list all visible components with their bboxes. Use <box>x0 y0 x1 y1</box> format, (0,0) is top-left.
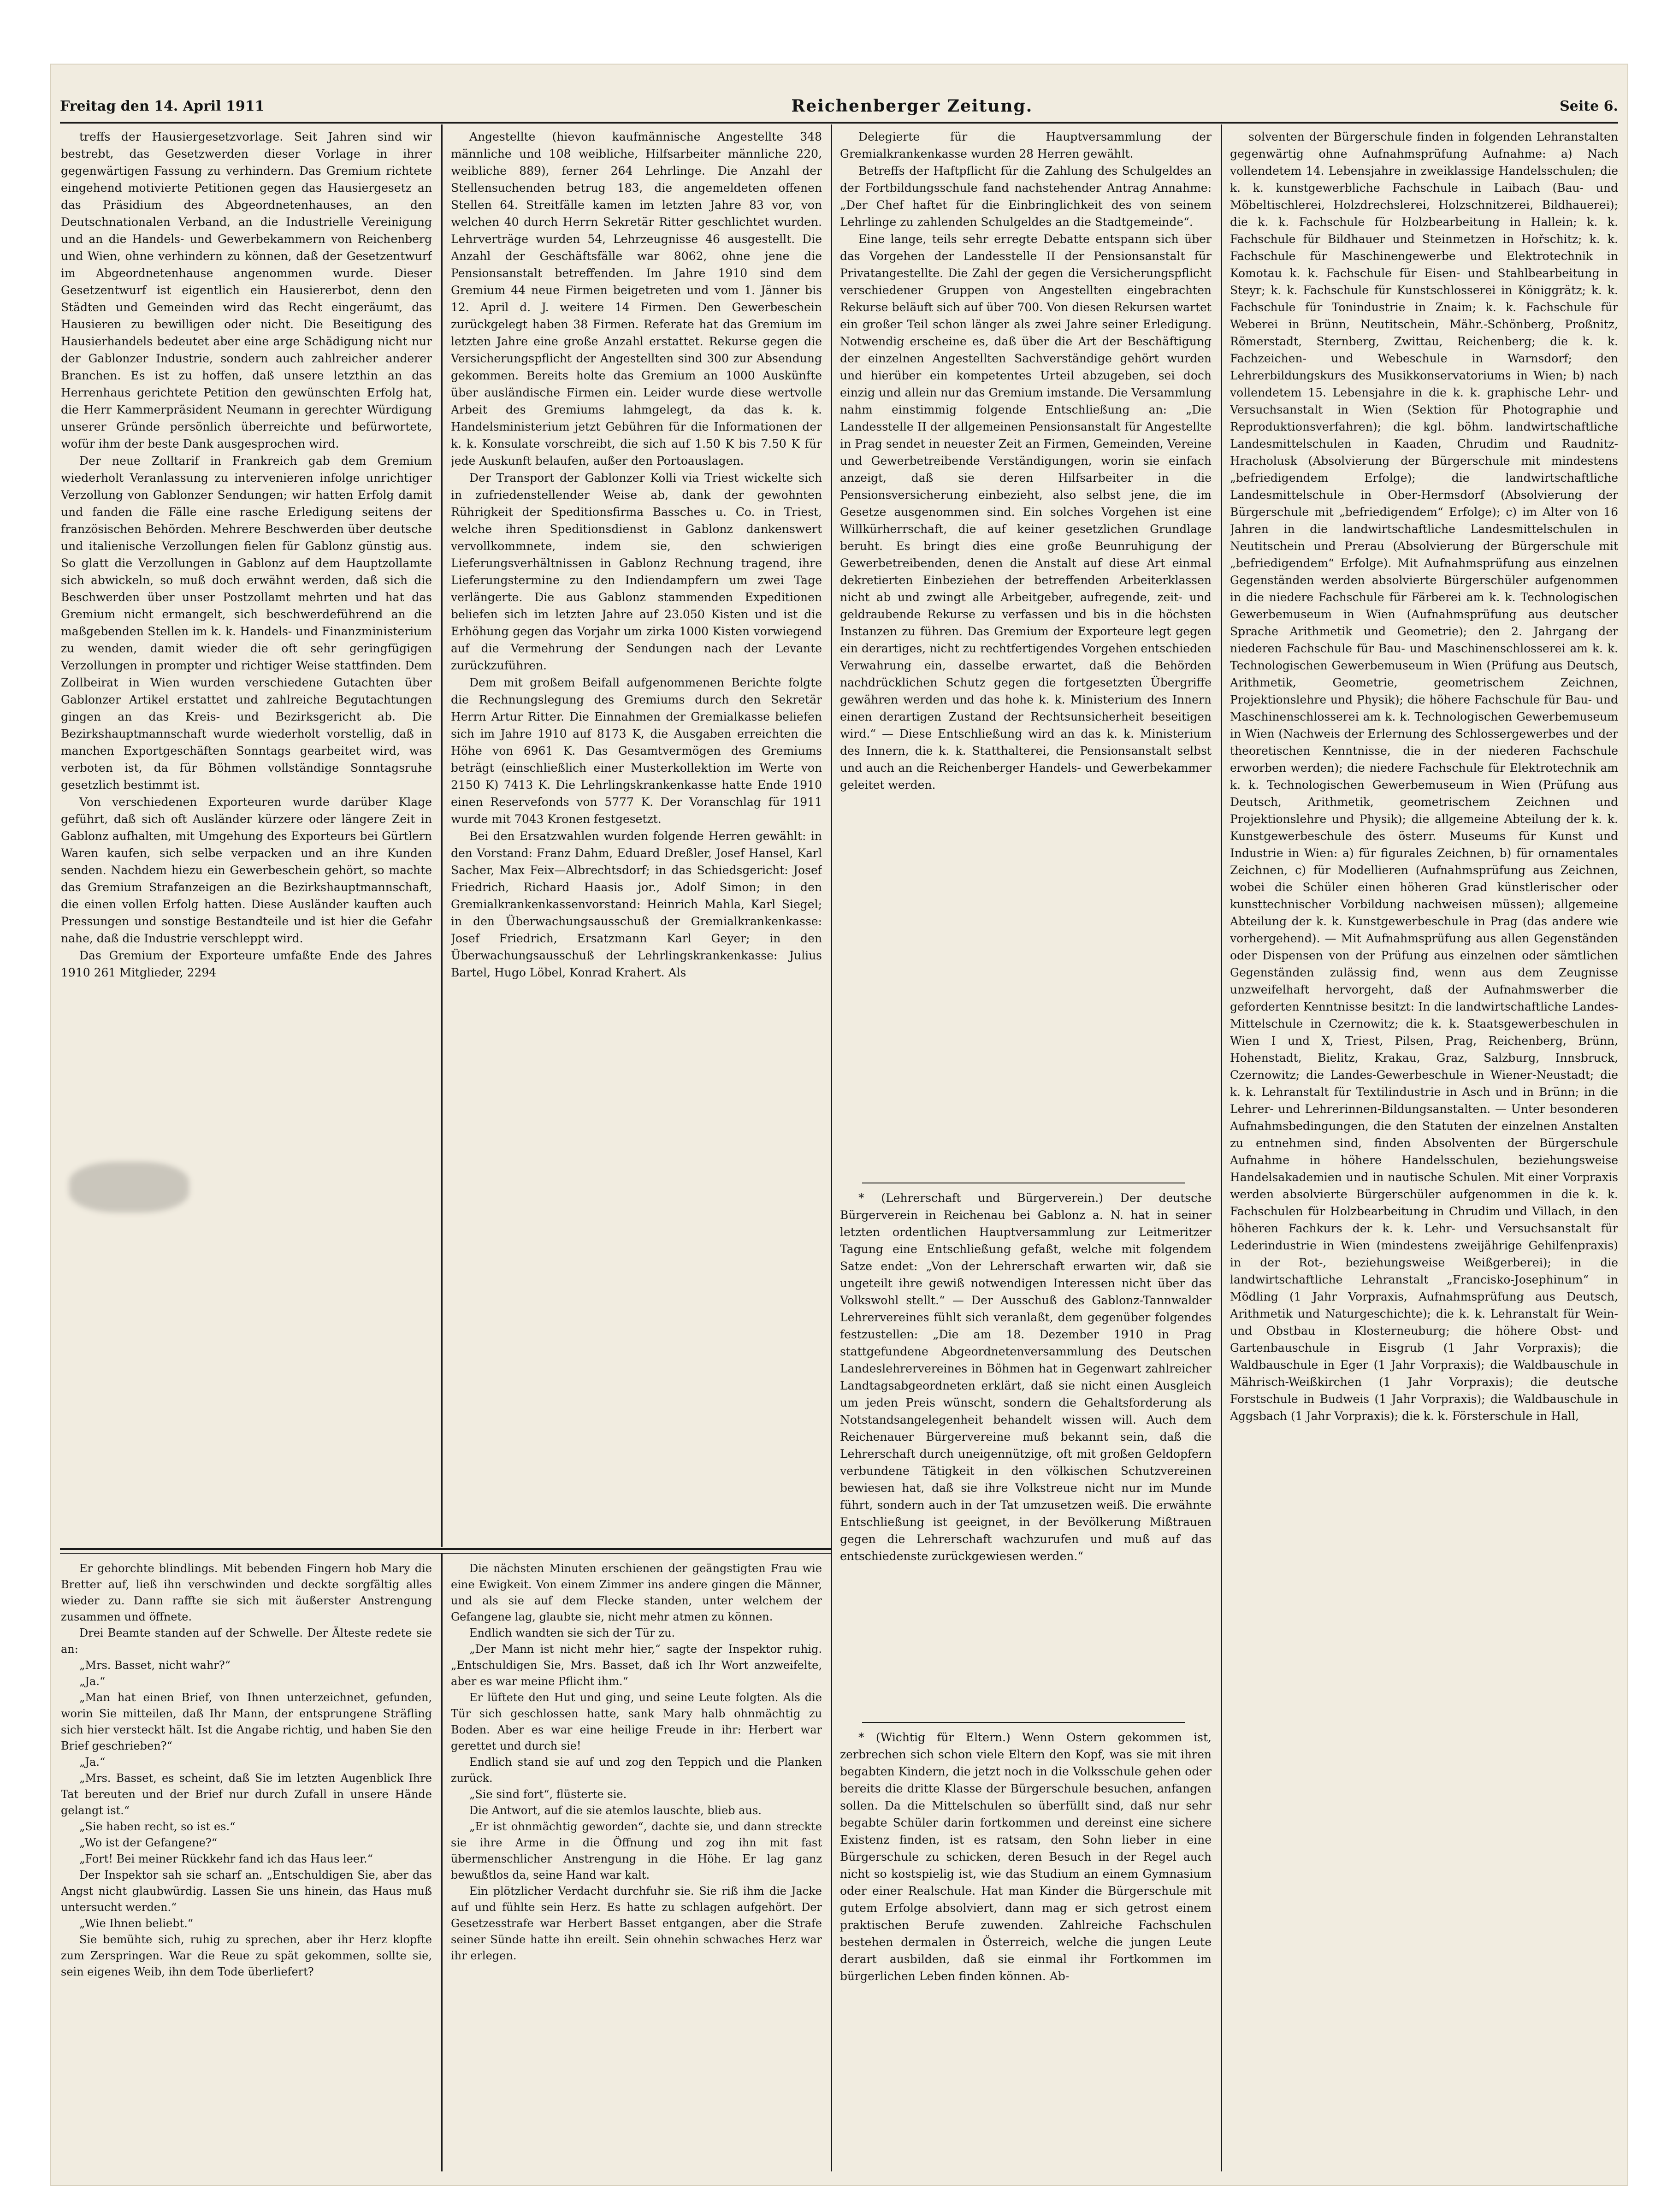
paragraph: „Wo ist der Gefangene?“ <box>79 1836 218 1849</box>
paragraph: „Ja.“ <box>79 1675 106 1688</box>
column-divider <box>1221 124 1222 2171</box>
paragraph: solventen der Bürgerschule finden in folgenden Lehranstalten gegenwärtig ohne Aufnahmsprüfung Aufnahme: a) Nach vollendetem 14. Lebensjahre in zweiklassige Handelsschulen; die k. k. kunstgewerbliche Fachschule in Laibach (Bau- und Möbeltischlerei, Holzdrechslerei, Holzschnitzerei, Bildhauerei); die k. k. Fachschule für Holzbearbeitung in Hallein; k. k. Fachschule für Bildhauer und Steinmetzen in Hořschitz; k. k. Fachschule für Maschinengewerbe und Elektrotechnik in Komotau k. k. Fachschule für Eisen- und Stahlbearbeitung in Steyr; k. k. Fachschule für Kunstschlosserei in Königgrätz; k. k. Fachschule für Tonindustrie in Znaim; k. k. Fachschule für Weberei in Brünn, Neutitschein, Mähr.-Schönberg, Proßnitz, Römerstadt, Sternberg, Zwittau, Reichenberg; die k. k. Fachzeichen- und Webeschule in Warnsdorf; den Lehrerbildungskurs des Musikkonservatoriums in Wien; b) nach vollendetem 15. Lebensjahre in die k. k. graphische Lehr- und Versuchsanstalt in Wien (Sektion für Photographie und Reproduktionsverfahren); die kgl. böhm. landwirtschaftliche Landesmittelschulen in Kaaden, Chrudim und Raudnitz-Hracholusk (Absolvierung der Bürgerschule mit mindestens „befriedigendem Erfolge); die landwirtschaftliche Landesmittelschule in Ober-Hermsdorf (Absolvierung der Bürgerschule mit „befriedigendem“ Erfolge); c) im Alter von 16 Jahren in die landwirtschaftliche Landesmittelschulen in Neutitschein und Prerau (Absolvierung der Bürgerschule mit „befriedigendem“ Erfolge). Mit Aufnahmsprüfung aus einzelnen Gegenständen werden absolvierte Bürgerschüler aufgenommen in die niedere Fachschule für Färberei am k. k. Technologischen Gewerbemuseum in Wien (Aufnahmsprüfung aus deutscher Sprache Arithmetik und Geometrie); den 2. Jahrgang der niederen Fachschule für Bau- und Maschinenschlosserei am k. k. Technologischen Gewerbemuseum in Wien (Prüfung aus Deutsch, Arithmetik, Geometrie, geometrischem Zeichnen, Projektionslehre und Physik); die höhere Fachschule für Bau- und Maschinenschlosserei am k. k. Technologischen Gewerbemuseum in Wien (Nachweis der Erlernung des Schlossergewerbes und der theoretischen Kenntnisse, die in der niederen Fachschule erworben werden); die niedere Fachschule für Elektrotechnik am k. k. Technologischen Gewerbemuseum in Wien (Prüfung aus Deutsch, Arithmetik, geometrischem Zeichnen und Projektionslehre und Physik); die allgemeine Abteilung der k. k. Kunstgewerbeschule des österr. Museums für Kunst und Industrie in Wien: a) für figurales Zeichnen, b) für ornamentales Zeichnen, c) für Modellieren (Aufnahmsprüfung aus Zeichnen, wobei die Schüler einen höheren Grad künstlerischer oder kunsttechnischer Vorbildung nachweisen müssen); allgemeine Abteilung der k. k. Kunstgewerbeschule in Prag (das andere wie vorhergehend). — Mit Aufnahmsprüfung aus allen Gegenständen oder Dispensen von der Prüfung aus einzelnen oder sämtlichen Gegenständen zulässig find, wenn aus dem Zeugnisse unzweifelhaft hervorgeht, daß der Aufnahmswerber die geforderten Kenntnisse besitzt: In die landwirtschaftliche Landes-Mittelschule in Czernowitz; die k. k. Staatsgewerbeschulen in Wien I und X, Triest, Pilsen, Prag, Reichenberg, Brünn, Hohenstadt, Bielitz, Krakau, Graz, Salzburg, Innsbruck, Czernowitz; die Landes-Gewerbeschule in Wiener-Neustadt; die k. k. Lehranstalt für Textilindustrie in Asch und in Brünn; in die Lehrer- und Lehrerinnen-Bildungsanstalten. — Unter besonderen Aufnahmsbedingungen, die den Statuten der einzelnen Anstalten zu entnehmen sind, finden Absolventen der Bürgerschule Aufnahme in höhere Handelsschulen, beziehungsweise Handelsakademien und in nautische Schulen. Mit einer Vorpraxis werden absolvierte Bürgerschüler aufgenommen in die k. k. Fachschulen für Holzbearbeitung in Chrudim und Villach, in den höheren Fachkurs der k. k. Lehr- und Versuchsanstalt für Lederindustrie in Wien (mindestens zweijährige Gehilfenpraxis) in der Rot-, beziehungsweise Weißgerberei); in die landwirtschaftliche Lehranstalt „Francisko-Josephinum“ in Mödling (1 Jahr Vorpraxis, Aufnahmsprüfung aus Deutsch, Arithmetik und Naturgeschichte); die k. k. Lehranstalt für Wein- und Obstbau in Klosterneuburg; die höhere Obst- und Gartenbauschule in Eisgrub (1 Jahr Vorpraxis); die Waldbauschule in Eger (1 Jahr Vorpraxis); die Waldbauschule in Mährisch-Weißkirchen (1 Jahr Vorpraxis); die deutsche Forstschule in Budweis (1 Jahr Vorpraxis); die Waldbauschule in Aggsbach (1 Jahr Vorpraxis); die k. k. Försterschule in Hall, <box>1230 130 1618 1423</box>
paragraph: * (Lehrerschaft und Bürgerverein.) Der deutsche Bürgerverein in Reichenau bei Gablonz a. N. hat in seiner letzten ordentlichen Hauptversammlung zur Leitmeritzer Tagung eine Entschließung gefaßt, welche mit folgendem Satze endet: „Von der Lehrerschaft erwarten wir, daß sie ungeteilt ihre gewiß notwendigen Interessen nicht über das Volkswohl stellt.“ — Der Ausschuß des Gablonz-Tannwalder Lehrervereines fühlt sich veranlaßt, dem gegenüber folgendes festzustellen: „Die am 18. Dezember 1910 in Prag stattgefundene Abgeordnetenversammlung des Deutschen Landeslehrervereines in Böhmen hat in Gegenwart zahlreicher Landtagsabgeordneten erklärt, daß sie nicht einen Ausgleich um jeden Preis wünscht, sondern die Gehaltsforderung als Notstandsangelegenheit behandelt wissen will. Auch dem Reichenauer Bürgervereine muß bekannt sein, daß die Lehrerschaft durch uneigennützige, oft mit großen Geldopfern verbundene Tätigkeit in den völkischen Schutzvereinen bewiesen hat, daß sie ihre Volkstreue nicht nur im Munde führt, sondern auch in der Tat umzusetzen weiß. Die erwähnte Entschließung ist geeignet, in der Bevölkerung Mißtrauen gegen die Lehrerschaft wachzurufen und muß auf das entschiedenste zurückgewiesen werden.“ <box>840 1191 1212 1563</box>
paragraph: Der Inspektor sah sie scharf an. „Entschuldigen Sie, aber das Angst nicht glaubwürdig. Lassen Sie uns hinein, das Haus muß untersucht werden.“ <box>61 1869 432 1914</box>
issue-date: Freitag den 14. April 1911 <box>60 98 265 114</box>
masthead <box>60 92 1618 120</box>
paragraph: „Der Mann ist nicht mehr hier,“ sagte der Inspektor ruhig. „Entschuldigen Sie, Mrs. Basset, daß ich Ihr Wort anzweifelte, aber es war meine Pflicht ihm.“ <box>451 1643 822 1688</box>
paragraph: „Sie haben recht, so ist es.“ <box>79 1820 236 1833</box>
paragraph: „Man hat einen Brief, von Ihnen unterzeichnet, gefunden, worin Sie mitteilen, daß Ihr Mann, der entsprungene Sträfling sich hier versteckt hält. Ist die Angabe richtig, und haben Sie den Brief geschrieben?“ <box>61 1691 432 1752</box>
newspaper-page <box>51 65 1627 2185</box>
ink-blot <box>69 1162 189 1212</box>
paragraph: Er lüftete den Hut und ging, und seine Leute folgten. Als die Tür sich geschlossen hatte, sank Mary halb ohnmächtig zu Boden. Aber es war eine heilige Freude in ihr: Herbert war gerettet und durch sie! <box>451 1691 822 1752</box>
page-number: Seite 6. <box>1560 98 1618 114</box>
column-divider <box>441 1554 443 2171</box>
paragraph: Delegierte für die Hauptversammlung der Gremialkrankenkasse wurden 28 Herren gewählt. <box>840 130 1212 160</box>
paragraph: „Wie Ihnen beliebt.“ <box>79 1917 194 1930</box>
paragraph: Die nächsten Minuten erschienen der geängstigten Frau wie eine Ewigkeit. Von einem Zimmer ins andere gingen die Männer, und als sie auf dem Flecke standen, unter welchem der Gefangene lag, glaubte sie, nicht mehr atmen zu können. <box>451 1562 822 1623</box>
column-divider <box>831 124 832 2171</box>
paragraph: Ein plötzlicher Verdacht durchfuhr sie. Sie riß ihm die Jacke auf und fühlte sein Herz. Es hatte zu schlagen aufgehört. Der Gesetzesstrafe war Herbert Basset entgangen, aber die Strafe seiner Sünde hatte ihn ereilt. Sein ohnehin schwaches Herz war ihr erlegen. <box>451 1885 822 1962</box>
feuilleton-text <box>451 1561 822 2171</box>
paragraph: „Mrs. Basset, es scheint, daß Sie im letzten Augenblick Ihre Tat bereuten und der Brief nur durch Zufall in unsere Hände gelangt ist.“ <box>61 1772 432 1817</box>
paragraph: Dem mit großem Beifall aufgenommenen Berichte folgte die Rechnungslegung des Gremiums durch den Sekretär Herrn Artur Ritter. Die Einnahmen der Gremialkasse beliefen sich im Jahre 1910 auf 8173 K, die Ausgaben erreichten die Höhe von 6961 K. Das Gesamtvermögen des Gremiums beträgt (einschließlich einer Musterkollektion im Werte von 2150 K) 7413 K. Die Lehrlingskrankenkasse hatte Ende 1910 einen Reservefonds von 5777 K. Der Voranschlag für 1911 wurde mit 7043 Kronen festgesetzt. <box>451 676 822 826</box>
feuilleton-rule-thin <box>60 1553 831 1554</box>
article-separator <box>862 1722 1185 1723</box>
paragraph: Das Gremium der Exporteure umfaßte Ende des Jahres 1910 261 Mitglieder, 2294 <box>61 949 432 979</box>
column-divider <box>441 124 443 1547</box>
feuilleton-rule <box>60 1548 831 1550</box>
paragraph: „Mrs. Basset, nicht wahr?“ <box>79 1659 231 1672</box>
paragraph: Angestellte (hievon kaufmännische Angestellte 348 männliche und 108 weibliche, Hilfsarbeiter männliche 220, weibliche 889), ferner 264 Lehrlinge. Die Anzahl der Stellensuchenden betrug 183, die angemeldeten offenen Stellen 64. Streitfälle kamen im letzten Jahre 83 vor, von welchen 40 durch Herrn Sekretär Ritter geschlichtet wurden. Lehrverträge wurden 54, Lehrzeugnisse 46 ausgestellt. Die Anzahl der Geschäftsfälle war 8062, ohne jene die Pensionsanstalt betreffenden. Im Jahre 1910 sind dem Gremium 44 neue Firmen beigetreten und vom 1. Jänner bis 12. April d. J. weitere 14 Firmen. Den Gewerbeschein zurückgelegt haben 38 Firmen. Referate hat das Gremium im letzten Jahre eine große Anzahl erstattet. Rekurse gegen die Versicherungspflicht der Angestellten sind 300 zur Absendung gekommen. Bereits holte das Gremium an 1000 Auskünfte über ausländische Firmen ein. Leider wurde diese wertvolle Arbeit des Gremiums lahmgelegt, da das k. k. Handelsministerium jetzt Gebühren für die Informationen der k. k. Konsulate vorschreibt, die sich auf 1.50 K bis 7.50 K für jede Auskunft belaufen, außer den Portoauslagen. <box>451 130 822 467</box>
paragraph: Sie bemühte sich, ruhig zu sprechen, aber ihr Herz klopfte zum Zerspringen. War die Reue zu spät gekommen, sollte sie, sein eigenes Weib, ihn dem Tode überliefert? <box>61 1933 432 1978</box>
column-text <box>1230 128 1618 2171</box>
paragraph: Der neue Zolltarif in Frankreich gab dem Gremium wiederholt Veranlassung zu intervenieren infolge unrichtiger Verzollung von Gablonzer Sendungen; wir hatten Erfolg damit und fanden die Fälle eine rasche Erledigung seitens der französischen Behörden. Mehrere Beschwerden über deutsche und italienische Verzollungen fielen für Gablonz günstig aus. So glatt die Verzollungen in Gablonz auf dem Hauptzollamte sich abwickeln, so muß doch erwähnt werden, daß sich die Beschwerden über unser Postzollamt mehrten und hat das Gremium nicht ermangelt, sich beschwerdeführend an die maßgebenden Stellen im k. k. Handels- und Finanzministerium zu wenden, damit wieder die oft sehr geringfügigen Verzollungen in prompter und richtiger Weise stattfinden. Dem Zollbeirat in Wien wurden verschiedene Gutachten über Gablonzer Artikel erstattet und zahlreiche Begutachtungen gingen an das Kreis- und Bezirksgericht ab. Die Bezirkshauptmannschaft wurde wiederholt vorstellig, daß in manchen Exportgeschäften Sonntags gearbeitet wird, was verboten ist, da für Böhmen vollständige Sonntagsruhe gesetzlich bestimmt ist. <box>61 454 432 792</box>
paragraph: „Ja.“ <box>79 1756 106 1768</box>
paragraph: Drei Beamte standen auf der Schwelle. Der Älteste redete sie an: <box>61 1626 432 1656</box>
paragraph: Betreffs der Haftpflicht für die Zahlung des Schulgeldes an der Fortbildungsschule fand nachstehender Antrag Annahme: „Der Chef haftet für die Einbringlichkeit des von seinem Lehrlinge zu zahlenden Schulgeldes an die Stadtgemeinde“. <box>840 164 1212 229</box>
paragraph: * (Wichtig für Eltern.) Wenn Ostern gekommen ist, zerbrechen sich schon viele Eltern den Kopf, was sie mit ihren begabten Kindern, die jetzt noch in die Volksschule gehen oder bereits die dritte Klasse der Bürgerschule besuchen, anfangen sollen. Da die Mittelschulen so überfüllt sind, daß nur sehr begabte Schüler darin fortkommen und dereinst eine sichere Existenz finden, ist es ratsam, den Sohn lieber in eine Bürgerschule zu schicken, deren Besuch in der Regel auch nicht so kostspielig ist, wie das Studium an einem Gymnasium oder einer Realschule. Hat man Kinder die Bürgerschule mit gutem Erfolge absolviert, dann mag er sich getrost einem praktischen Berufe zuwenden. Zahlreiche Fachschulen bestehen dermalen in Österreich, welche die jungen Leute derart ausbilden, daß sie einmal ihr Fortkommen im bürgerlichen Leben finden können. Ab- <box>840 1731 1212 1983</box>
paragraph: „Fort! Bei meiner Rückkehr fand ich das Haus leer.“ <box>79 1852 373 1865</box>
paragraph: „Sie sind fort“, flüsterte sie. <box>469 1788 627 1801</box>
paragraph: Bei den Ersatzwahlen wurden folgende Herren gewählt: in den Vorstand: Franz Dahm, Eduard Dreßler, Josef Hansel, Karl Sacher, Max Feix—Albrechtsdorf; in das Schiedsgericht: Josef Friedrich, Richard Haasis jor., Adolf Simon; in den Gremialkrankenkassenvorstand: Heinrich Mahla, Karl Siegel; in den Überwachungsausschuß der Gremialkrankenkasse: Josef Friedrich, Ersatzmann Karl Geyer; in den Überwachungsausschuß der Lehrlingskrankenkasse: Julius Bartel, Hugo Löbel, Konrad Krahert. Als <box>451 829 822 979</box>
masthead-rule <box>60 122 1618 124</box>
paragraph: treffs der Hausiergesetzvorlage. Seit Jahren sind wir bestrebt, das Gesetzwerden dieser Vorlage in ihrer gegenwärtigen Fassung zu verhindern. Das Gremium richtete eingehend motivierte Petitionen gegen das Hausiergesetz an das Präsidium des Abgeordnetenhauses, an den Deutschnationalen Verband, an die Industrielle Vereinigung und an die Handels- und Gewerbekammern von Reichenberg und Wien, ohne verhindern zu können, daß der Gesetzentwurf im Abgeordnetenhause angenommen wurde. Dieser Gesetzentwurf ist eigentlich ein Hausiererbot, denn den Städten und Gemeinden wird das Recht eingeräumt, das Hausieren zu bewilligen oder nicht. Die Beseitigung des Hausierhandels bedeutet aber eine arge Schädigung nicht nur der Gablonzer Industrie, sondern auch zahlreicher anderer Branchen. Es ist zu hoffen, daß unsere letzthin an das Herrenhaus gerichtete Petition den gewünschten Erfolg hat, die Herr Kammerpräsident Neumann in gerechter Würdigung unserer Gründe persönlich überreichte und befürwortete, wofür ihm der beste Dank ausgesprochen wird. <box>61 130 432 450</box>
paragraph: Er gehorchte blindlings. Mit bebenden Fingern hob Mary die Bretter auf, ließ ihn verschwinden und deckte sorgfältig alles wieder zu. Dann raffte sie sich mit äußerster Anstrengung zusammen und öffnete. <box>61 1562 432 1623</box>
feuilleton-text <box>61 1561 432 2171</box>
column-text <box>840 1729 1212 2171</box>
paragraph: Von verschiedenen Exporteuren wurde darüber Klage geführt, daß sich oft Ausländer kürzere oder längere Zeit in Gablonz aufhalten, mit Umgehung des Exporteurs bei Gürtlern Waren kaufen, sich selbe verpacken und an ihre Kunden senden. Nachdem hiezu ein Gewerbeschein gehört, so machte das Gremium Strafanzeigen an die Bezirkshauptmannschaft, die einen vollen Erfolg hatten. Diese Ausländer kauften auch Pressungen und sonstige Bestandteile und ist hier die Gefahr nahe, daß die Industrie verschleppt wird. <box>61 795 432 945</box>
paragraph: Endlich stand sie auf und zog den Teppich und die Planken zurück. <box>451 1756 822 1785</box>
column-text <box>451 128 822 1544</box>
column-text <box>840 128 1212 1175</box>
column-text <box>61 128 432 1544</box>
newspaper-title: Reichenberger Zeitung. <box>791 96 1033 116</box>
paragraph: Der Transport der Gablonzer Kolli via Triest wickelte sich in zufriedenstellender Weise ab, dank der gewohnten Rührigkeit der Speditionsfirma Bassches u. Co. in Triest, welche ihren Speditionsdienst in Gablonz dankenswert vervollkommnete, indem sie, den schwierigen Lieferungsverhältnissen in Gablonz Rechnung tragend, ihre Lieferungstermine zu den Indiendampfern um zwei Tage verlängerte. Die aus Gablonz stammenden Expeditionen beliefen sich im letzten Jahre auf 23.050 Kisten und ist die Erhöhung gegen das Vorjahr um zirka 1000 Kisten vorwiegend auf die Vermehrung der Sendungen nach der Levante zurückzuführen. <box>451 471 822 672</box>
paragraph: „Er ist ohnmächtig geworden“, dachte sie, und dann streckte sie ihre Arme in die Öffnung und zog ihn mit fast übermenschlicher Anstrengung in die Höhe. Er lag ganz bewußtlos da, seine Hand war kalt. <box>451 1820 822 1881</box>
paragraph: Die Antwort, auf die sie atemlos lauschte, blieb aus. <box>469 1804 762 1817</box>
paragraph: Eine lange, teils sehr erregte Debatte entspann sich über das Vorgehen der Landesstelle II der Pensionsanstalt für Privatangestellte. Die Zahl der gegen die Versicherungspflicht verschiedener Gruppen von Angestellten eingebrachten Rekurse beläuft sich auf über 700. Von diesen Rekursen wartet ein großer Teil schon länger als zwei Jahre seiner Erledigung. Notwendig erscheine es, daß über die Art der Beschäftigung der einzelnen Angestellten Sachverständige gehört wurden und hierüber ein kompetentes Urteil abzugeben, sei doch einzig und allein nur das Gremium imstande. Die Versammlung nahm einstimmig folgende Entschließung an: „Die Landesstelle II der allgemeinen Pensionsanstalt für Angestellte in Prag sendet in neuester Zeit an Firmen, Gemeinden, Vereine und Gewerbetreibende Verständigungen, worin sie einfach anzeigt, daß sie deren Hilfsarbeiter in die Pensionsversicherung einbezieht, also selbst jene, die im Gesetze ausgenommen sind. Ein solches Vorgehen ist eine Willkürherrschaft, die auf keiner gesetzlichen Grundlage beruht. Es bringt dies eine große Beunruhigung der Gewerbetreibenden, denen die Anstalt auf diese Art einmal dekretierten Einbeziehen der betreffenden Arbeiterklassen nicht ab und zwingt alle Arbeitgeber, aufregende, zeit- und geldraubende Rekurse zu verfassen und bis in die höchsten Instanzen zu führen. Das Gremium der Exporteure legt gegen ein derartiges, nicht zu rechtfertigendes Vorgehen entschieden Verwahrung ein, dasselbe erwartet, daß die Behörden nachdrücklichen Schutz gegen die fortgesetzten Übergriffe gewähren werden und das hohe k. k. Ministerium des Innern einen derartigen Zustand der Rechtsunsicherheit beseitigen wird.“ — Diese Entschließung wird an das k. k. Ministerium des Innern, die k. k. Statthalterei, die Pensionsanstalt selbst und auch an die Reichenberger Handels- und Gewerbekammer geleitet werden. <box>840 232 1212 792</box>
column-text <box>840 1189 1212 1715</box>
paragraph: Endlich wandten sie sich der Tür zu. <box>469 1626 675 1639</box>
